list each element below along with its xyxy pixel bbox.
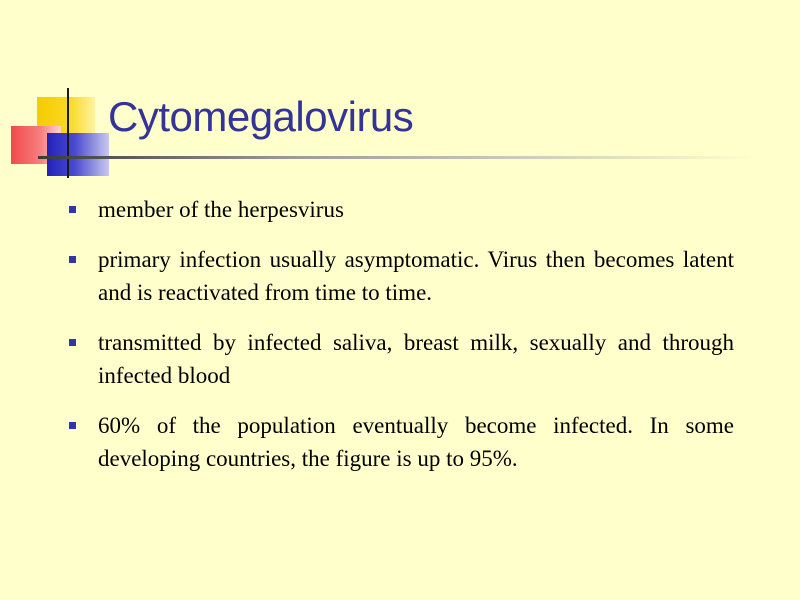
square-bullet-icon: [69, 422, 76, 429]
square-bullet-icon: [69, 256, 76, 263]
vertical-line-decoration: [67, 88, 69, 178]
square-bullet-icon: [69, 339, 76, 346]
bullet-item: [66, 409, 734, 475]
bullet-item: [66, 243, 734, 309]
title-underline: [38, 156, 758, 159]
blue-square-decoration: [47, 133, 109, 176]
square-bullet-icon: [69, 206, 76, 213]
decorative-logo: [0, 0, 120, 190]
bullet-item: [66, 193, 734, 226]
bullet-list: [66, 193, 734, 492]
bullet-text: transmitted by infected saliva, breast milk, sexually and through infected blood: [98, 330, 734, 388]
bullet-item: [66, 326, 734, 392]
bullet-text: 60% of the population eventually become infected. In some developing countries, the figure is up to 95%.: [98, 413, 734, 471]
bullet-text: member of the herpesvirus: [98, 197, 344, 222]
slide-title: Cytomegalovirus: [108, 93, 414, 140]
bullet-text: primary infection usually asymptomatic. Virus then becomes latent and is reactivated from time to time.: [98, 247, 734, 305]
